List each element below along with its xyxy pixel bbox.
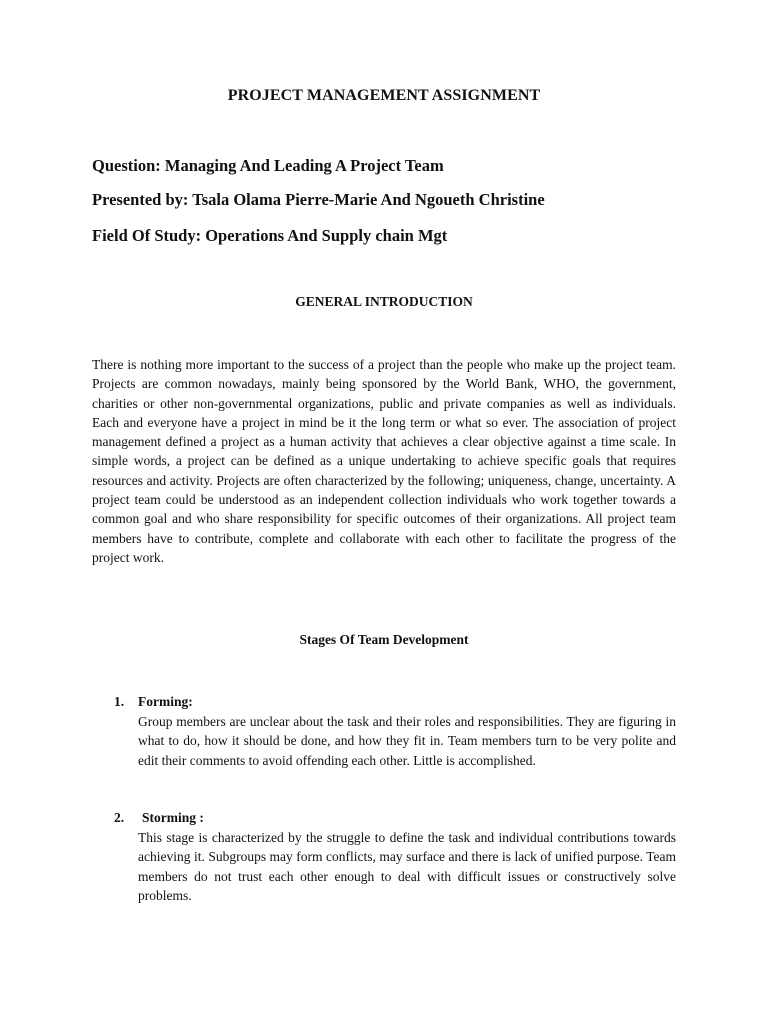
stage-description: This stage is characterized by the struggle to define the task and individual contributions towards achieving it. Subgroups may form conflicts, may surface and there is lack of unified purpose. Team members do not trust each other enough to deal with difficult issues or constructively solve problems.	[138, 830, 676, 903]
general-introduction-heading: GENERAL INTRODUCTION	[295, 294, 473, 309]
question-line: Question: Managing And Leading A Project Team	[92, 156, 444, 175]
introduction-paragraph: There is nothing more important to the success of a project than the people who make up the project team. Projects are common nowadays, mainly being sponsored by the World Bank, WHO, the government, charities or other non-governmental organizations, public and private companies as well as individuals. Each and everyone have a project in mind be it the long term or what so ever. The association of project management defined a project as a human activity that achieves a clear objective against a time scale. In simple words, a project can be defined as a unique undertaking to achieve specific goals that requires resources and activity. Projects are often characterized by the following; uniqueness, change, uncertainty. A project team could be understood as an independent collection individuals who work together towards a common goal and who share responsibility for specific outcomes of their organizations. All project team members have to contribute, complete and collaborate with each other to facilitate the progress of the project work.	[92, 357, 676, 565]
presented-by-line: Presented by: Tsala Olama Pierre-Marie And Ngoueth Christine	[92, 190, 545, 209]
field-of-study-line: Field Of Study: Operations And Supply chain Mgt	[92, 226, 448, 245]
document-title: PROJECT MANAGEMENT ASSIGNMENT	[227, 87, 541, 104]
stage-description: Group members are unclear about the task and their roles and responsibilities. They are figuring in what to do, how it should be done, and how they fit in. Team members turn to be very polite and edit their comments to avoid offending each other. Little is accomplished.	[138, 714, 676, 768]
stage-name: Storming :	[142, 810, 204, 825]
stage-number: 2.	[114, 810, 125, 825]
stage-number: 1.	[114, 694, 125, 709]
stages-heading: Stages Of Team Development	[299, 632, 469, 647]
stage-name: Forming:	[138, 694, 193, 709]
